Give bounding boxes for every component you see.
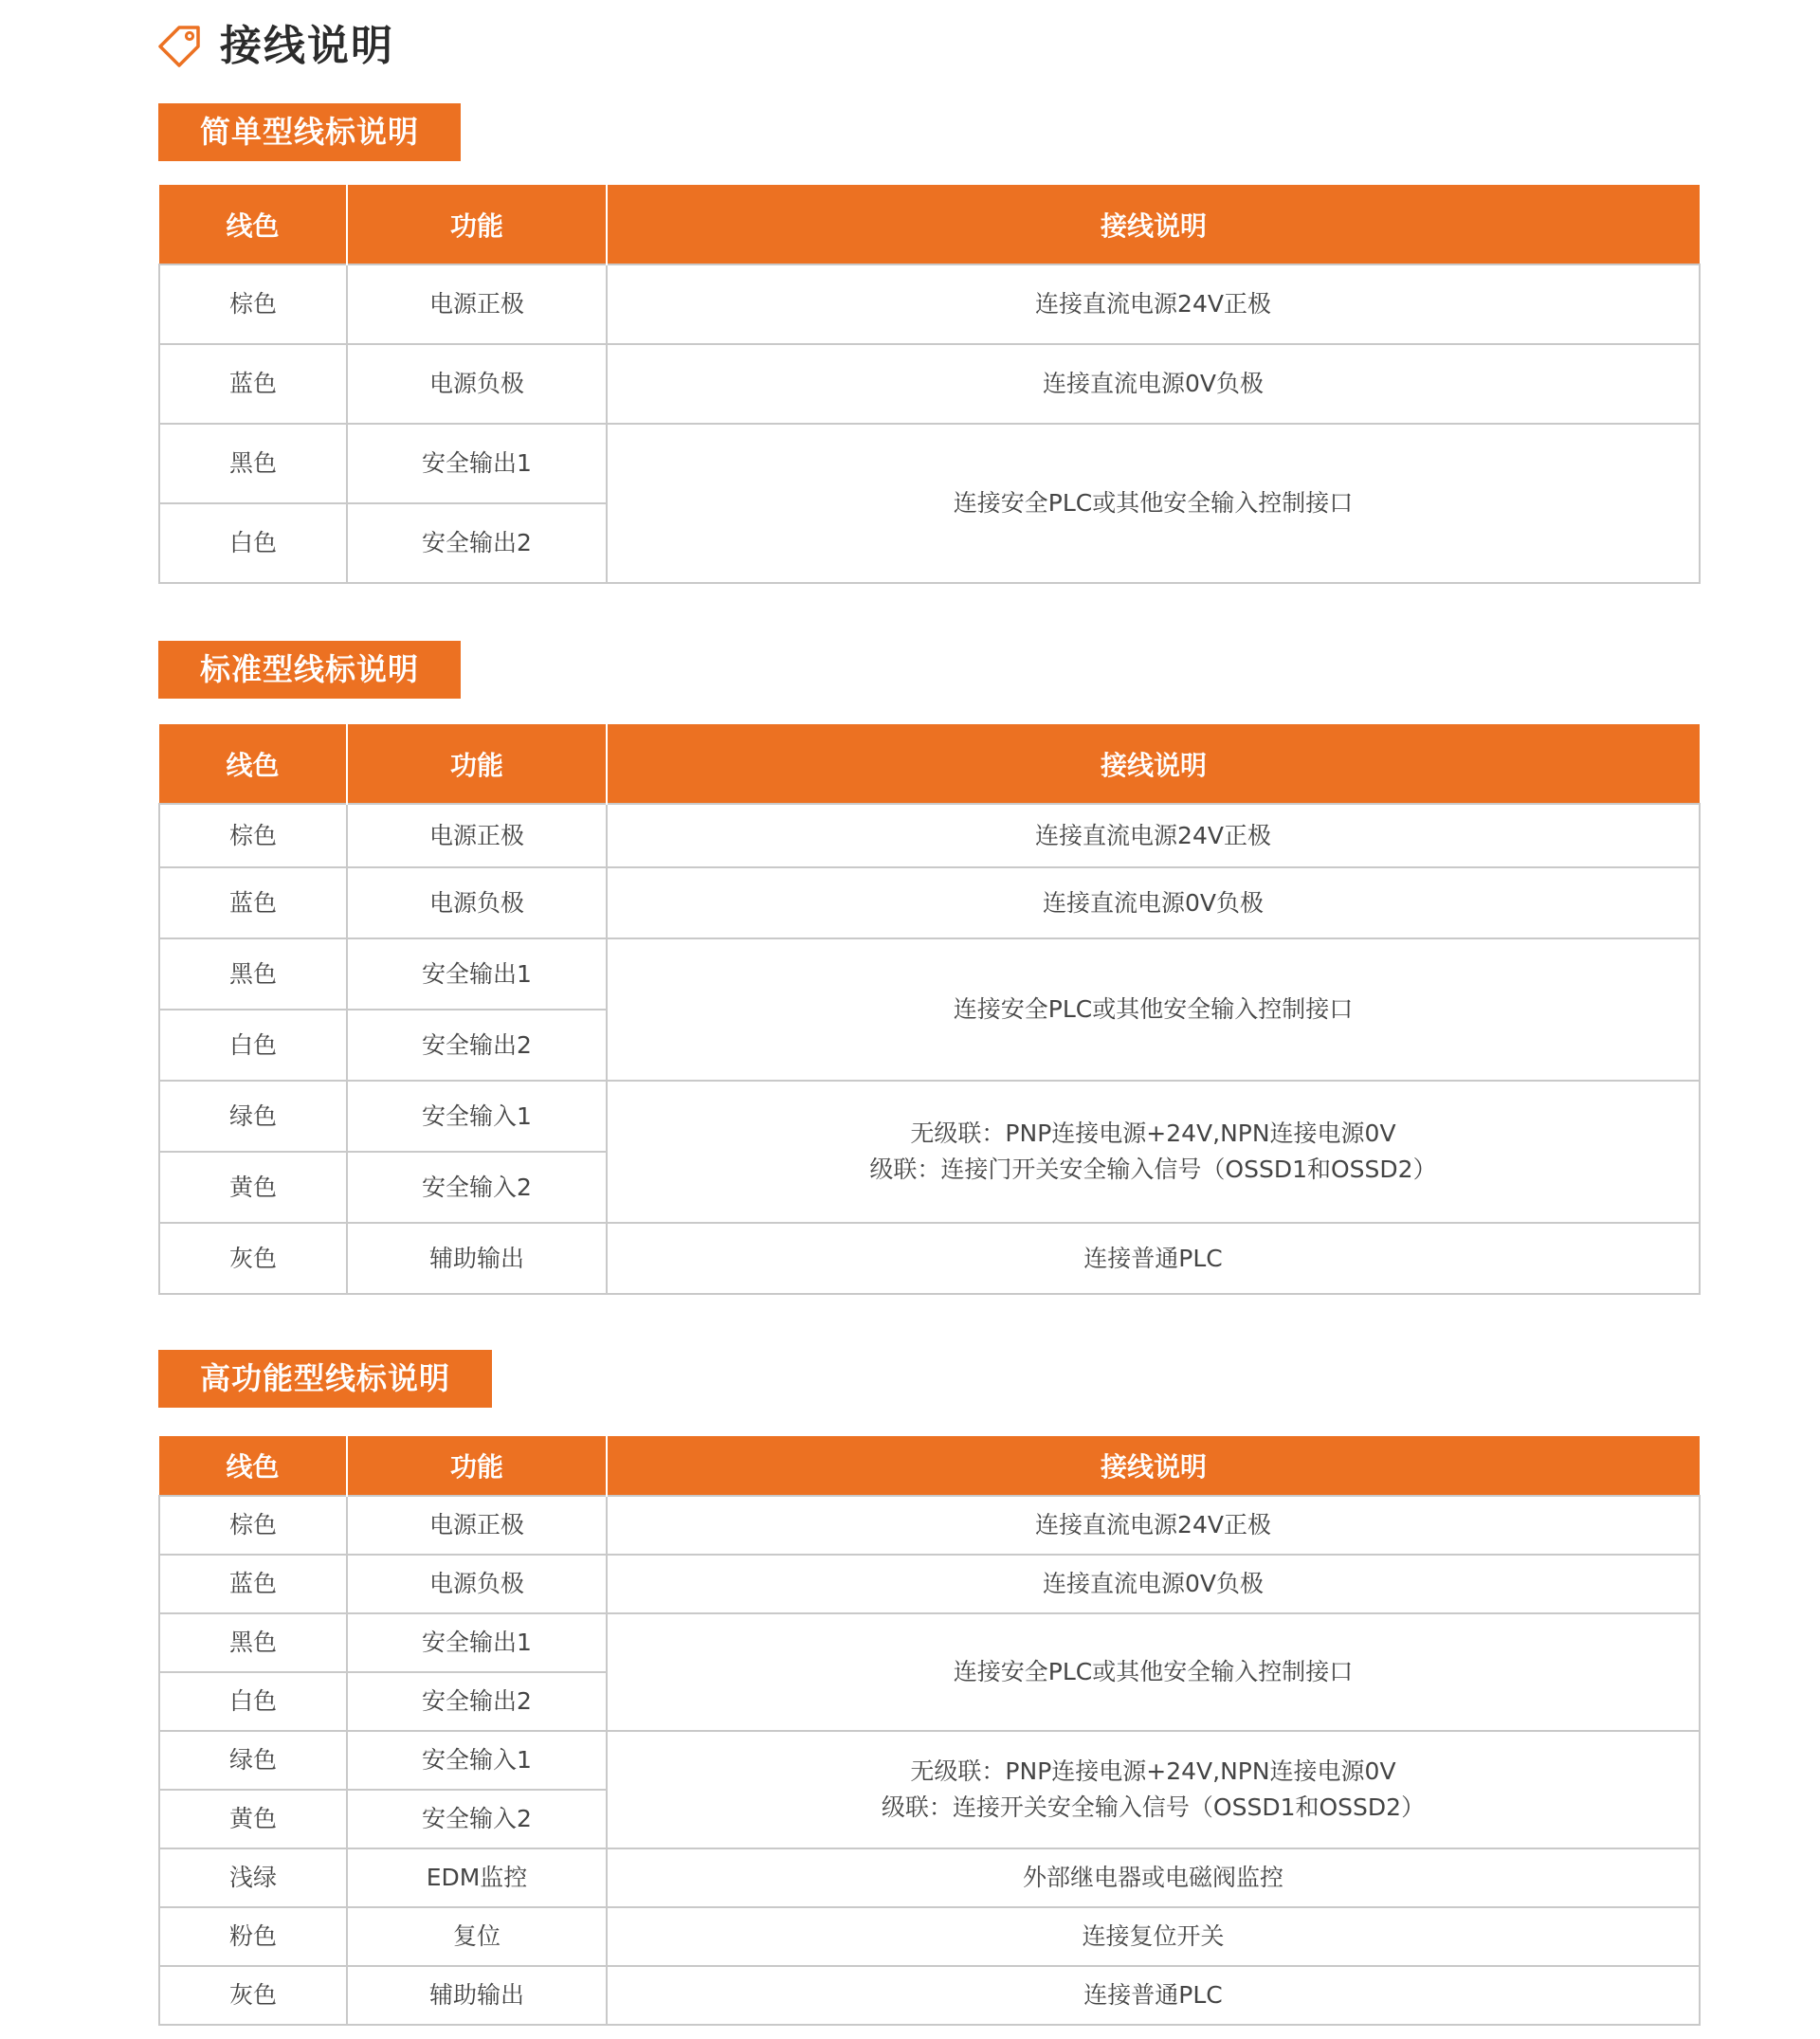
desc-line-1: 无级联：PNP连接电源+24V,NPN连接电源0V bbox=[910, 1120, 1396, 1147]
header-cell-color: 线色 bbox=[159, 724, 347, 804]
cell-function: 安全输出1 bbox=[347, 1613, 607, 1672]
cell-wire-color: 黄色 bbox=[159, 1152, 347, 1223]
cell-function: 安全输入2 bbox=[347, 1790, 607, 1848]
header-cell-function: 功能 bbox=[347, 1436, 607, 1496]
header-cell-function: 功能 bbox=[347, 724, 607, 804]
cell-function: 安全输出2 bbox=[347, 1010, 607, 1081]
cell-wiring-desc: 连接直流电源24V正极 bbox=[607, 804, 1700, 867]
page-title: 接线说明 bbox=[220, 22, 394, 70]
cell-wiring-desc: 连接直流电源0V负极 bbox=[607, 344, 1700, 424]
table-row bbox=[159, 424, 1700, 503]
table-row bbox=[159, 344, 1700, 424]
cell-function: 安全输出2 bbox=[347, 503, 607, 583]
cell-function: 电源正极 bbox=[347, 264, 607, 344]
cell-wire-color: 棕色 bbox=[159, 804, 347, 867]
header-cell-color: 线色 bbox=[159, 185, 347, 264]
desc-line-1: 无级联：PNP连接电源+24V,NPN连接电源0V bbox=[910, 1757, 1396, 1785]
table-row bbox=[159, 1496, 1700, 1555]
cell-wire-color: 白色 bbox=[159, 1672, 347, 1731]
cell-wire-color: 绿色 bbox=[159, 1731, 347, 1790]
cell-wire-color: 蓝色 bbox=[159, 344, 347, 424]
table-header-row bbox=[159, 1436, 1700, 1496]
cell-function: 电源正极 bbox=[347, 804, 607, 867]
table-row bbox=[159, 264, 1700, 344]
table-row bbox=[159, 804, 1700, 867]
cell-wire-color: 绿色 bbox=[159, 1081, 347, 1152]
header-cell-desc: 接线说明 bbox=[607, 724, 1700, 804]
cell-wiring-desc: 连接直流电源24V正极 bbox=[607, 1496, 1700, 1555]
cell-function: 辅助输出 bbox=[347, 1966, 607, 2025]
cell-wiring-desc: 外部继电器或电磁阀监控 bbox=[607, 1848, 1700, 1907]
cell-wiring-desc: 连接复位开关 bbox=[607, 1907, 1700, 1966]
cell-function: 安全输入1 bbox=[347, 1731, 607, 1790]
cell-wiring-desc: 连接安全PLC或其他安全输入控制接口 bbox=[607, 1613, 1700, 1731]
cell-wiring-desc: 连接直流电源0V负极 bbox=[607, 1555, 1700, 1613]
wiring-table-standard bbox=[158, 724, 1701, 1295]
wiring-table-simple bbox=[158, 185, 1701, 584]
cell-function: 安全输入1 bbox=[347, 1081, 607, 1152]
cell-wire-color: 黄色 bbox=[159, 1790, 347, 1848]
table-row bbox=[159, 1907, 1700, 1966]
cell-function: 安全输入2 bbox=[347, 1152, 607, 1223]
cell-wire-color: 蓝色 bbox=[159, 867, 347, 938]
cell-wire-color: 粉色 bbox=[159, 1907, 347, 1966]
header-cell-desc: 接线说明 bbox=[607, 1436, 1700, 1496]
cell-wire-color: 灰色 bbox=[159, 1223, 347, 1294]
table-row bbox=[159, 1848, 1700, 1907]
cell-function: 复位 bbox=[347, 1907, 607, 1966]
cell-function: 安全输出1 bbox=[347, 938, 607, 1010]
cell-function: 安全输出1 bbox=[347, 424, 607, 503]
desc-line-2: 级联：连接开关安全输入信号（OSSD1和OSSD2） bbox=[881, 1793, 1426, 1821]
table-row bbox=[159, 938, 1700, 1010]
cell-function: 电源负极 bbox=[347, 1555, 607, 1613]
cell-wire-color: 浅绿 bbox=[159, 1848, 347, 1907]
cell-function: 安全输出2 bbox=[347, 1672, 607, 1731]
page-header bbox=[155, 17, 394, 76]
cell-wire-color: 黑色 bbox=[159, 1613, 347, 1672]
cell-function: 电源正极 bbox=[347, 1496, 607, 1555]
cell-wiring-desc: 连接普通PLC bbox=[607, 1966, 1700, 2025]
table-row bbox=[159, 1555, 1700, 1613]
cell-wire-color: 黑色 bbox=[159, 424, 347, 503]
cell-function: 电源负极 bbox=[347, 867, 607, 938]
cell-wire-color: 白色 bbox=[159, 1010, 347, 1081]
table-row bbox=[159, 867, 1700, 938]
cell-wiring-desc: 连接普通PLC bbox=[607, 1223, 1700, 1294]
table-row bbox=[159, 1966, 1700, 2025]
table-header-row bbox=[159, 185, 1700, 264]
header-cell-color: 线色 bbox=[159, 1436, 347, 1496]
cell-function: 辅助输出 bbox=[347, 1223, 607, 1294]
cell-wiring-desc: 连接直流电源0V负极 bbox=[607, 867, 1700, 938]
tag-icon bbox=[155, 23, 203, 70]
table-header-row bbox=[159, 724, 1700, 804]
desc-line-2: 级联：连接门开关安全输入信号（OSSD1和OSSD2） bbox=[869, 1156, 1437, 1183]
header-cell-desc: 接线说明 bbox=[607, 185, 1700, 264]
cell-function: 电源负极 bbox=[347, 344, 607, 424]
table-row bbox=[159, 1081, 1700, 1152]
cell-wire-color: 黑色 bbox=[159, 938, 347, 1010]
cell-wiring-desc bbox=[607, 1731, 1700, 1848]
section-label-simple: 简单型线标说明 bbox=[158, 103, 461, 161]
cell-wire-color: 棕色 bbox=[159, 264, 347, 344]
wiring-table-advanced bbox=[158, 1436, 1701, 2026]
table-row bbox=[159, 1613, 1700, 1672]
cell-wire-color: 棕色 bbox=[159, 1496, 347, 1555]
table-row bbox=[159, 1223, 1700, 1294]
cell-function: EDM监控 bbox=[347, 1848, 607, 1907]
cell-wire-color: 白色 bbox=[159, 503, 347, 583]
cell-wiring-desc: 连接安全PLC或其他安全输入控制接口 bbox=[607, 424, 1700, 583]
cell-wire-color: 蓝色 bbox=[159, 1555, 347, 1613]
section-label-standard: 标准型线标说明 bbox=[158, 641, 461, 699]
cell-wiring-desc bbox=[607, 1081, 1700, 1223]
table-row bbox=[159, 1731, 1700, 1790]
header-cell-function: 功能 bbox=[347, 185, 607, 264]
cell-wire-color: 灰色 bbox=[159, 1966, 347, 2025]
cell-wiring-desc: 连接直流电源24V正极 bbox=[607, 264, 1700, 344]
section-label-advanced: 高功能型线标说明 bbox=[158, 1350, 492, 1408]
cell-wiring-desc: 连接安全PLC或其他安全输入控制接口 bbox=[607, 938, 1700, 1081]
